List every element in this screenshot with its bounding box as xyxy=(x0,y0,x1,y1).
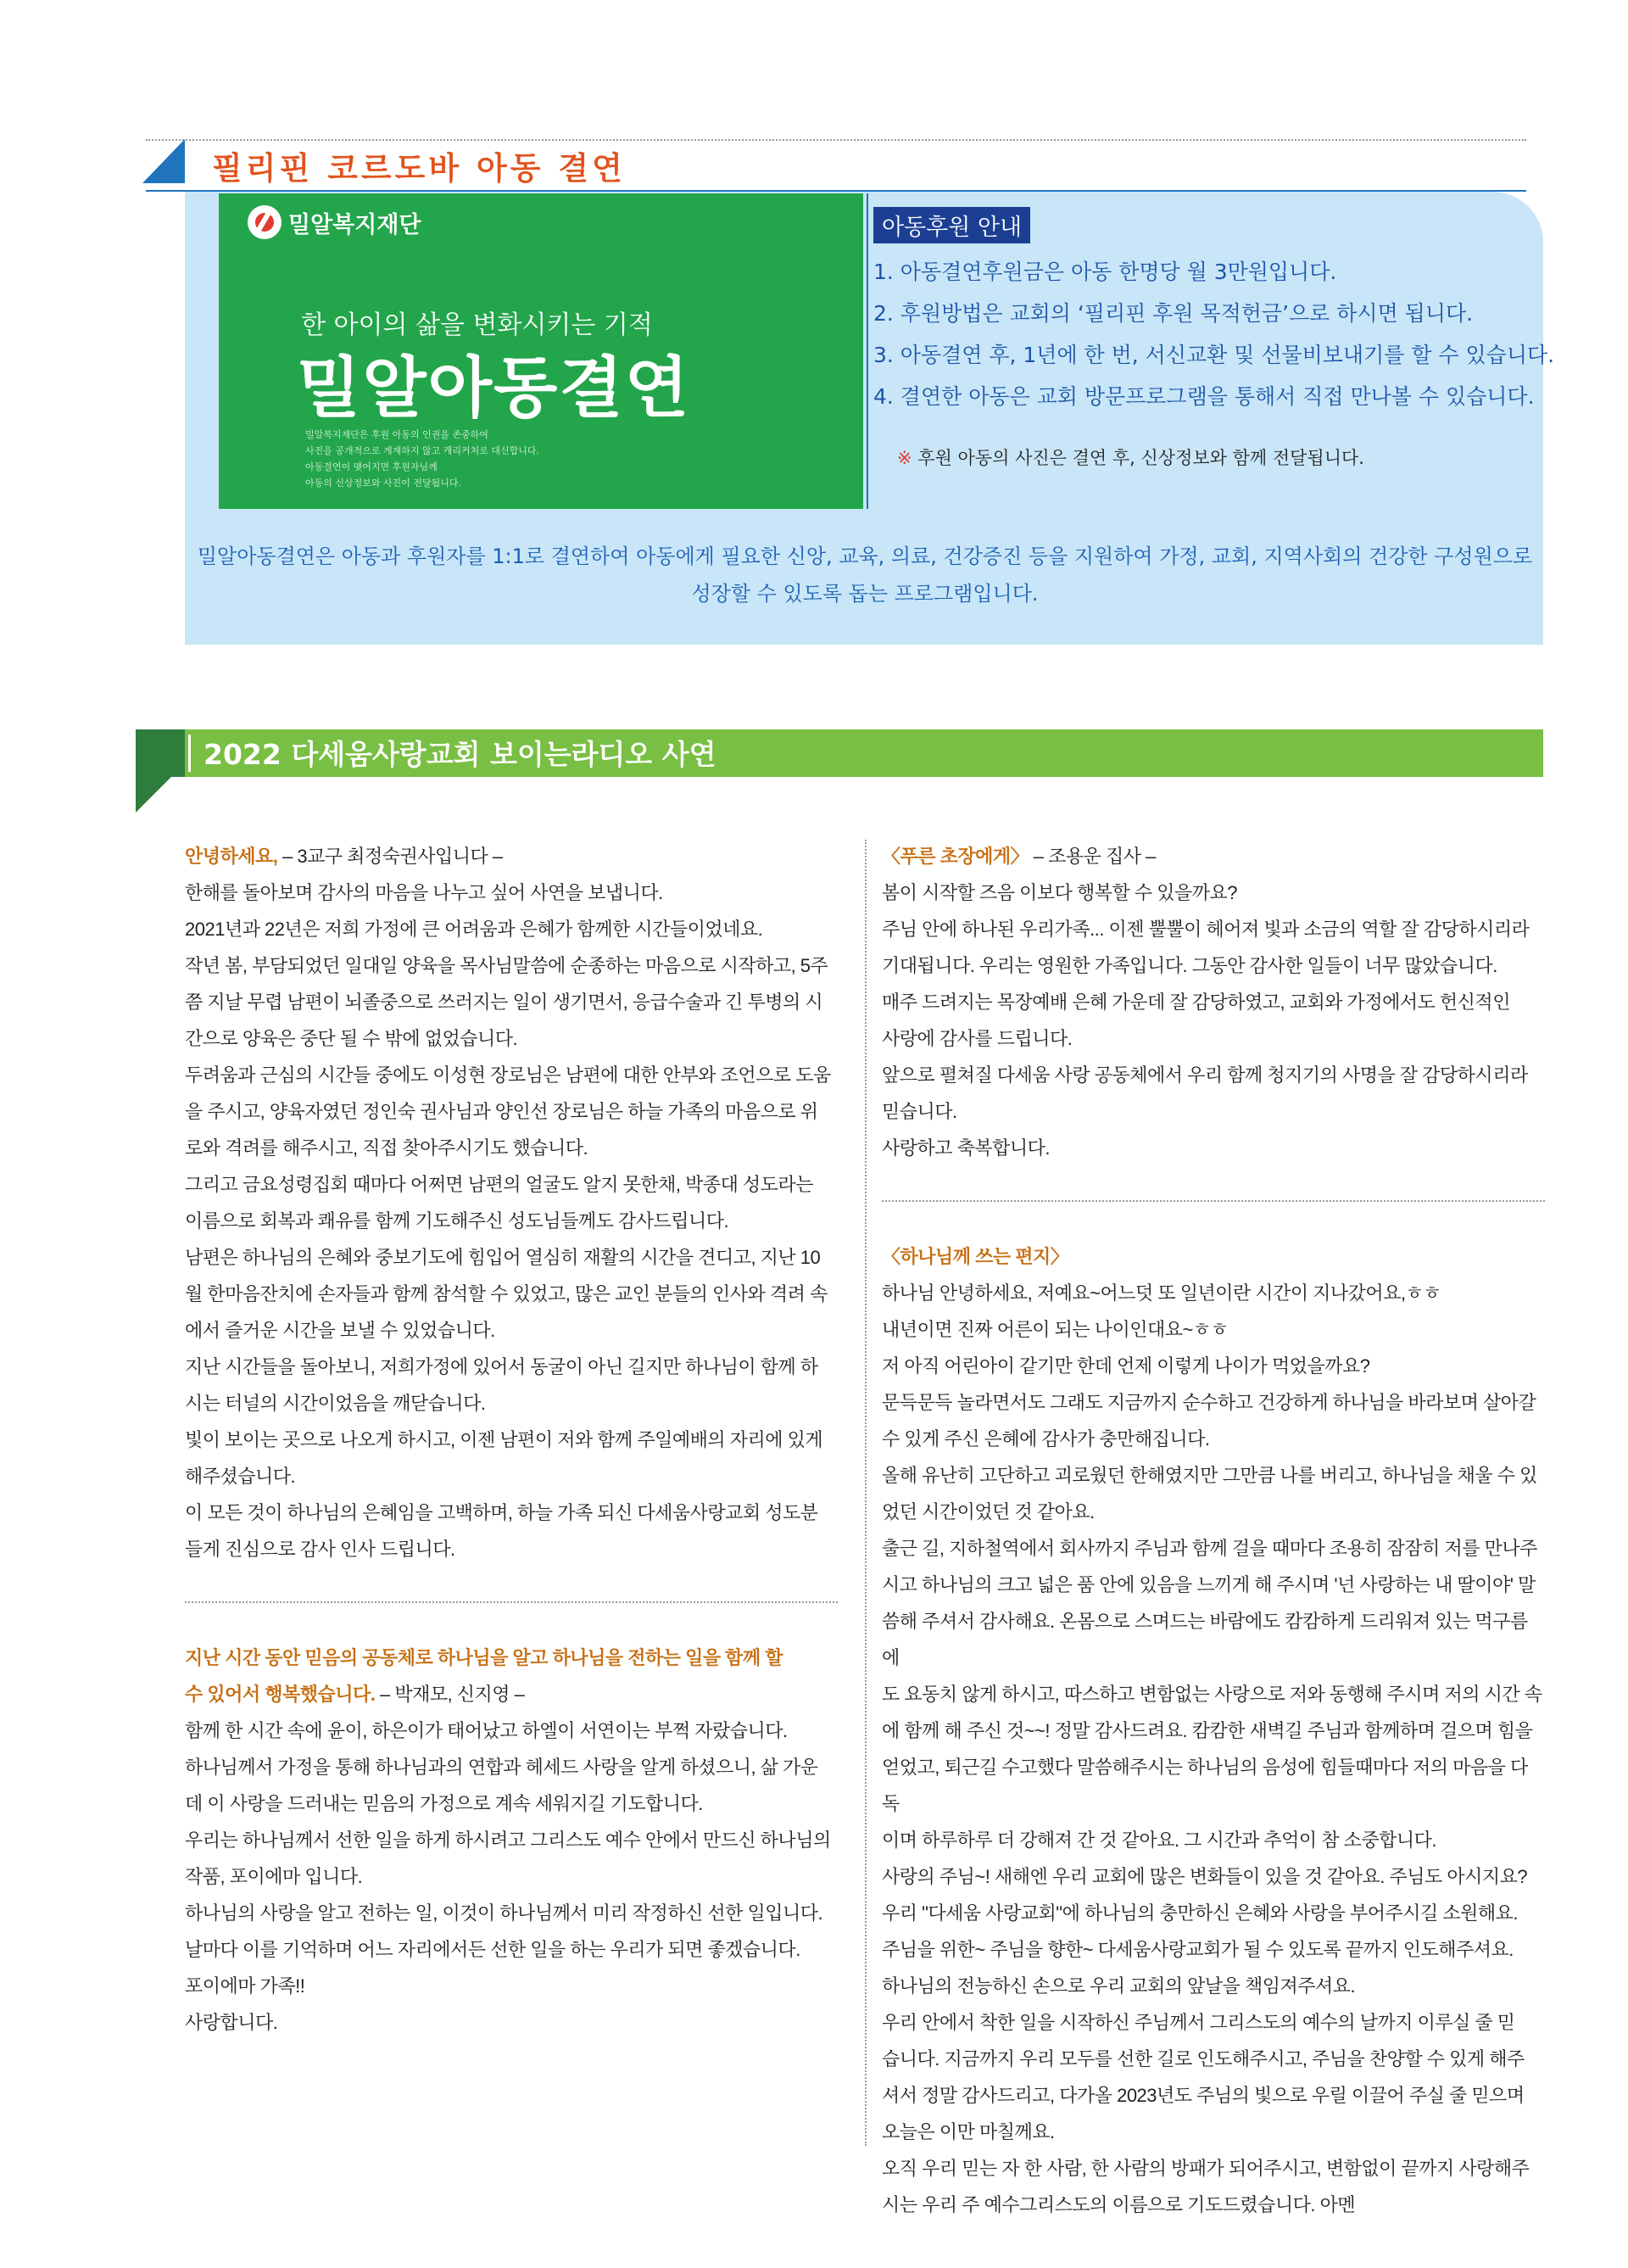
milal-logo-text: 밀알복지재단 xyxy=(288,211,421,238)
info-note-text: 후원 아동의 사진은 결연 후, 신상정보와 함께 전달됩니다. xyxy=(917,448,1364,468)
story2-line: 날마다 이를 기억하며 어느 자리에서든 선한 일을 하는 우리가 되면 좋겠습니다. xyxy=(185,1939,800,1960)
story1-author: – 3교구 최정숙권사입니다 – xyxy=(277,846,503,867)
story1-line: 한해를 돌아보며 감사의 마음을 나누고 싶어 사연을 보냅니다. xyxy=(185,882,663,903)
story3-line: 믿습니다. xyxy=(882,1101,957,1122)
story1-line: 들게 진심으로 감사 인사 드립니다. xyxy=(185,1539,455,1560)
story3-body xyxy=(882,874,1545,1166)
story2-line: 하나님의 사랑을 알고 전하는 일, 이것이 하나님께서 미리 작정하신 선한 일입니다. xyxy=(185,1902,823,1924)
info-item: 3. 아동결연 후, 1년에 한 번, 서신교환 및 선물비보내기를 할 수 있습니다. xyxy=(873,343,1555,367)
story1-line: 에서 즐거운 시간을 보낼 수 있었습니다. xyxy=(185,1320,495,1341)
story4-line: 수 있게 주신 은혜에 감사가 충만해집니다. xyxy=(882,1428,1210,1450)
story3-heading xyxy=(882,838,1545,874)
story1-line: 남편은 하나님의 은혜와 중보기도에 힘입어 열심히 재활의 시간을 견디고, 지난 10 xyxy=(185,1247,821,1268)
story2-line: 함께 한 시간 속에 윤이, 하은이가 태어났고 하엘이 서연이는 부쩍 자랐습니다. xyxy=(185,1720,788,1741)
info-note xyxy=(897,444,1364,470)
panel-description xyxy=(195,538,1535,612)
card-subtitle: 한 아이의 삶을 변화시키는 기적 xyxy=(301,310,653,340)
right-column xyxy=(882,838,1545,2223)
story2-heading xyxy=(185,1640,838,1712)
story4-line: 에 함께 해 주신 것~~! 정말 감사드려요. 캄캄한 새벽길 주님과 함께하며 걸으며 힘을 xyxy=(882,1720,1533,1741)
info-item: 1. 아동결연후원금은 아동 한명당 월 3만원입니다. xyxy=(873,260,1337,284)
story1-line: 쯤 지날 무렵 남편이 뇌졸중으로 쓰러지는 일이 생기면서, 응급수술과 긴 투병의 시 xyxy=(185,992,823,1013)
story1-line: 월 한마음잔치에 손자들과 함께 참석할 수 있었고, 많은 교인 분들의 인사와 격려 속 xyxy=(185,1283,828,1304)
note-mark-icon: ※ xyxy=(897,448,912,468)
story4-line: 도 요동치 않게 하시고, 따스하고 변함없는 사랑으로 저와 동행해 주시며 저의 시간 속 xyxy=(882,1684,1542,1705)
story4-line: 하나님 안녕하세요, 저예요~어느덧 또 일년이란 시간이 지나갔어요,ㅎㅎ xyxy=(882,1282,1441,1304)
story3-line: 사랑하고 축복합니다. xyxy=(882,1137,1050,1159)
story4-line: 내년이면 진짜 어른이 되는 나이인대요~ㅎㅎ xyxy=(882,1319,1229,1340)
story4-line: 우리 안에서 착한 일을 시작하신 주님께서 그리스도의 예수의 날까지 이루실 줄 믿 xyxy=(882,2012,1515,2033)
card-small-line: 사진을 공개적으로 게재하지 않고 캐리커처로 대신합니다. xyxy=(305,445,540,456)
story2-title-line2: 수 있어서 행복했습니다. xyxy=(185,1684,376,1705)
story2-line: 작품, 포이에마 입니다. xyxy=(185,1866,363,1887)
story4-line: 올해 유난히 고단하고 괴로웠던 한해였지만 그만큼 나를 버리고, 하나님을 채울 수 있 xyxy=(882,1465,1537,1486)
story4-line: 오직 우리 믿는 자 한 사람, 한 사람의 방패가 되어주시고, 변함없이 끝까지 사랑해주 xyxy=(882,2158,1530,2179)
info-list xyxy=(873,251,1554,417)
story4-line: 주님을 위한~ 주님을 향한~ 다세움사랑교회가 될 수 있도록 끝까지 인도해주셔요. xyxy=(882,1939,1514,1960)
story1-body xyxy=(185,874,838,1567)
story4-line: 하나님의 전능하신 손으로 우리 교회의 앞날을 책임져주셔요. xyxy=(882,1975,1356,1997)
story2-title-line1: 지난 시간 동안 믿음의 공동체로 하나님을 알고 하나님을 전하는 일을 함께 할 xyxy=(185,1647,783,1668)
story2-line: 데 이 사랑을 드러내는 믿음의 가정으로 계속 세워지길 기도합니다. xyxy=(185,1793,703,1814)
story1-line: 빛이 보이는 곳으로 나오게 하시고, 이젠 남편이 저와 함께 주일예배의 자리에 있게 xyxy=(185,1429,823,1450)
story4-line: 오늘은 이만 마칠께요. xyxy=(882,2121,1055,2142)
story1-line: 2021년과 22년은 저희 가정에 큰 어려움과 은혜가 함께한 시간들이었네요. xyxy=(185,919,763,940)
story3-line: 주님 안에 하나된 우리가족... 이젠 뿔뿔이 헤어져 빛과 소금의 역할 잘 감당하시리라 xyxy=(882,919,1530,940)
story2-line: 포이에마 가족!! xyxy=(185,1975,305,1997)
story3-line: 기대됩니다. 우리는 영원한 가족입니다. 그동안 감사한 일들이 너무 많았습니다. xyxy=(882,955,1497,976)
story1-line: 로와 격려를 해주시고, 직접 찾아주시기도 했습니다. xyxy=(185,1137,588,1159)
description-line: 밀알아동결연은 아동과 후원자를 1:1로 결연하여 아동에게 필요한 신앙, 교육, 의료, 건강증진 등을 지원하여 가정, 교회, 지역사회의 건강한 구성원으로 xyxy=(197,545,1533,568)
story3-author: – 조용운 집사 – xyxy=(1029,846,1156,867)
story1-greeting: 안녕하세요, xyxy=(185,846,278,867)
story4-heading xyxy=(882,1238,1545,1275)
panel-divider xyxy=(867,193,868,509)
story1-line: 그리고 금요성령집회 때마다 어쩌면 남편의 얼굴도 알지 못한채, 박종대 성도라는 xyxy=(185,1174,813,1195)
story1-line: 이 모든 것이 하나님의 은혜임을 고백하며, 하늘 가족 되신 다세움사랑교회 성도분 xyxy=(185,1502,818,1523)
story3-title: 〈푸른 초장에게〉 xyxy=(882,846,1029,867)
card-title: 밀알아동결연 xyxy=(297,350,691,427)
story4-line: 우리 "다세움 사랑교회"에 하나님의 충만하신 은혜와 사랑을 부어주시길 소원해요. xyxy=(882,1902,1518,1924)
story2-line: 하나님께서 가정을 통해 하나님과의 연합과 헤세드 사랑을 알게 하셨으니, 삶 가운 xyxy=(185,1757,818,1778)
story4-line: 시고 하나님의 크고 넓은 품 안에 있음을 느끼게 해 주시며 '넌 사랑하는 내 딸이야' 말 xyxy=(882,1574,1536,1595)
story4-line: 얻었고, 퇴근길 수고했다 말씀해주시는 하나님의 음성에 힘들때마다 저의 마음을 다독 xyxy=(882,1757,1528,1814)
info-item: 4. 결연한 아동은 교회 방문프로그램을 통해서 직접 만나볼 수 있습니다. xyxy=(873,384,1535,409)
story1-line: 시는 터널의 시간이었음을 깨닫습니다. xyxy=(185,1393,486,1414)
section2-fold-triangle xyxy=(136,777,171,813)
story4-line: 었던 시간이었던 것 같아요. xyxy=(882,1501,1095,1522)
story1-line: 지난 시간들을 돌아보니, 저희가정에 있어서 동굴이 아닌 길지만 하나님이 함께 하 xyxy=(185,1356,818,1377)
story2-author: – 박재모, 신지영 – xyxy=(375,1684,525,1705)
story1-line: 이름으로 회복과 쾌유를 함께 기도해주신 성도님들께도 감사드립니다. xyxy=(185,1210,729,1232)
story2-line: 사랑합니다. xyxy=(185,2012,278,2033)
story4-line: 문득문득 놀라면서도 그래도 지금까지 순수하고 건강하게 하나님을 바라보며 살아갈 xyxy=(882,1392,1536,1413)
section2-title: 2022 다세움사랑교회 보이는라디오 사연 xyxy=(204,738,716,771)
story1-line: 두려움과 근심의 시간들 중에도 이성현 장로님은 남편에 대한 안부와 조언으로 도움 xyxy=(185,1064,831,1086)
card-small-line: 아동결연이 맺어지면 후원자님께 xyxy=(305,461,438,472)
story3-line: 앞으로 펼쳐질 다세움 사랑 공동체에서 우리 함께 청지기의 사명을 잘 감당하시리라 xyxy=(882,1064,1528,1086)
story1-line: 을 주시고, 양육자였던 정인숙 권사님과 양인선 장로님은 하늘 가족의 마음으로 위 xyxy=(185,1101,818,1122)
story1-line: 해주셨습니다. xyxy=(185,1466,296,1487)
card-small-line: 밀알복지재단은 후원 아동의 인권을 존중하여 xyxy=(305,429,488,440)
info-label: 아동후원 안내 xyxy=(873,207,1030,243)
description-line: 성장할 수 있도록 돕는 프로그램입니다. xyxy=(691,582,1039,606)
section1-corner-triangle xyxy=(142,139,185,183)
section1-top-rule xyxy=(146,139,1526,141)
story4-line: 저 아직 어린아이 같기만 한데 언제 이렇게 나이가 먹었을까요? xyxy=(882,1355,1370,1377)
story1-heading xyxy=(185,838,838,874)
card-small-text xyxy=(305,427,539,491)
story4-line: 씀해 주셔서 감사해요. 온몸으로 스며드는 바람에도 캄캄하게 드리워져 있는 먹구름에 xyxy=(882,1611,1528,1668)
story2-body xyxy=(185,1712,838,2041)
section1-title: 필리핀 코르도바 아동 결연 xyxy=(212,149,626,187)
story4-body xyxy=(882,1275,1545,2223)
story4-line: 셔서 정말 감사드리고, 다가올 2023년도 주님의 빛으로 우릴 이끌어 주실 줄 믿으며 xyxy=(882,2085,1525,2106)
column-divider xyxy=(865,840,867,2146)
story2-line: 우리는 하나님께서 선한 일을 하게 하시려고 그리스도 예수 안에서 만드신 하나님의 xyxy=(185,1829,831,1851)
story4-line: 출근 길, 지하철역에서 회사까지 주님과 함께 걸을 때마다 조용히 잠잠히 저를 만나주 xyxy=(882,1538,1537,1559)
milal-logo xyxy=(248,205,421,239)
story4-line: 이며 하루하루 더 강해져 간 것 같아요. 그 시간과 추억이 참 소중합니다. xyxy=(882,1829,1437,1851)
story4-line: 시는 우리 주 예수그리스도의 이름으로 기도드렸습니다. 아멘 xyxy=(882,2194,1356,2215)
milal-logo-icon xyxy=(248,205,282,239)
story4-line: 사랑의 주님~! 새해엔 우리 교회에 많은 변화들이 있을 것 같아요. 주님도 아시지요? xyxy=(882,1866,1528,1887)
section2-header-separator xyxy=(188,735,191,772)
story1-line: 간으로 양육은 중단 될 수 밖에 없었습니다. xyxy=(185,1028,518,1049)
story4-title: 〈하나님께 쓰는 편지〉 xyxy=(882,1246,1069,1267)
story3-line: 사랑에 감사를 드립니다. xyxy=(882,1028,1073,1049)
card-small-line: 아동의 신상정보와 사진이 전달됩니다. xyxy=(305,478,462,489)
left-column xyxy=(185,838,838,2041)
story3-line: 봄이 시작할 즈음 이보다 행복할 수 있을까요? xyxy=(882,882,1237,903)
section2-header-accent xyxy=(136,729,185,777)
story4-line: 습니다. 지금까지 우리 모두를 선한 길로 인도해주시고, 주님을 찬양할 수 있게 해주 xyxy=(882,2048,1525,2070)
story1-line: 작년 봄, 부담되었던 일대일 양육을 목사님말씀에 순종하는 마음으로 시작하고, 5주 xyxy=(185,955,828,976)
info-item: 2. 후원방법은 교회의 ‘필리핀 후원 목적헌금’으로 하시면 됩니다. xyxy=(873,301,1474,326)
story3-line: 매주 드려지는 목장예배 은혜 가운데 잘 감당하였고, 교회와 가정에서도 헌신적인 xyxy=(882,992,1510,1013)
